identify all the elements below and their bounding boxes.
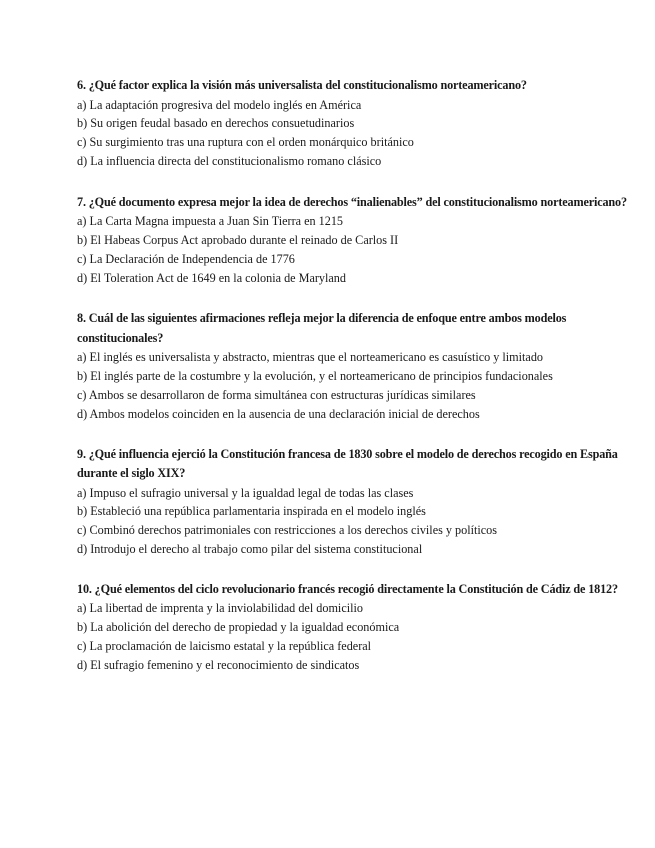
question-6-option-d: d) La influencia directa del constitucionalismo romano clásico [77, 153, 382, 168]
question-10-option-c: c) La proclamación de laicismo estatal y la república federal [77, 638, 372, 653]
document-page [77, 76, 637, 696]
question-7-title: 7. ¿Qué documento expresa mejor la idea de derechos “inalienables” del constitucionalismo norteamericano? [77, 194, 627, 209]
question-6-option-c: c) Su surgimiento tras una ruptura con el orden monárquico británico [77, 135, 414, 150]
question-10-option-d: d) El sufragio femenino y el reconocimiento de sindicatos [77, 657, 360, 672]
question-8-option-d: d) Ambos modelos coinciden en la ausencia de una declaración inicial de derechos [77, 406, 480, 421]
question-8-option-c: c) Ambos se desarrollaron de forma simultánea con estructuras jurídicas similares [77, 387, 476, 402]
question-7-option-c: c) La Declaración de Independencia de 1776 [77, 251, 295, 266]
question-9-option-d: d) Introdujo el derecho al trabajo como pilar del sistema constitucional [77, 541, 423, 556]
question-10-option-a: a) La libertad de imprenta y la inviolabilidad del domicilio [77, 601, 363, 616]
question-6-option-b: b) Su origen feudal basado en derechos consuetudinarios [77, 116, 355, 131]
question-8 [77, 309, 637, 423]
question-10 [77, 580, 637, 675]
question-10-option-b: b) La abolición del derecho de propiedad y la igualdad económica [77, 620, 400, 635]
question-9-title: 9. ¿Qué influencia ejerció la Constitución francesa de 1830 sobre el modelo de derechos recogido en España durante el siglo XIX? [77, 446, 618, 481]
question-8-option-a: a) El inglés es universalista y abstracto, mientras que el norteamericano es casuístico y limitado [77, 350, 544, 365]
question-7-option-a: a) La Carta Magna impuesta a Juan Sin Tierra en 1215 [77, 214, 344, 229]
question-8-title: 8. Cuál de las siguientes afirmaciones refleja mejor la diferencia de enfoque entre ambos modelos constitucionales? [77, 311, 567, 345]
question-6 [77, 76, 637, 171]
question-9-option-b: b) Estableció una república parlamentaria inspirada en el modelo inglés [77, 504, 426, 519]
question-6-title: 6. ¿Qué factor explica la visión más universalista del constitucionalismo norteamericano? [77, 78, 527, 92]
question-6-option-a: a) La adaptación progresiva del modelo inglés en América [77, 97, 362, 112]
question-10-title: 10. ¿Qué elementos del ciclo revolucionario francés recogió directamente la Constitución de Cádiz de 1812? [77, 581, 618, 596]
question-9-option-a: a) Impuso el sufragio universal y la igualdad legal de todas las clases [77, 485, 414, 500]
question-7 [77, 193, 637, 288]
question-9 [77, 445, 637, 559]
question-7-option-b: b) El Habeas Corpus Act aprobado durante el reinado de Carlos II [77, 232, 399, 247]
question-9-option-c: c) Combinó derechos patrimoniales con restricciones a los derechos civiles y políticos [77, 523, 498, 538]
question-8-option-b: b) El inglés parte de la costumbre y la evolución, y el norteamericano de principios fundacionales [77, 369, 553, 384]
question-7-option-d: d) El Toleration Act de 1649 en la colonia de Maryland [77, 270, 346, 285]
